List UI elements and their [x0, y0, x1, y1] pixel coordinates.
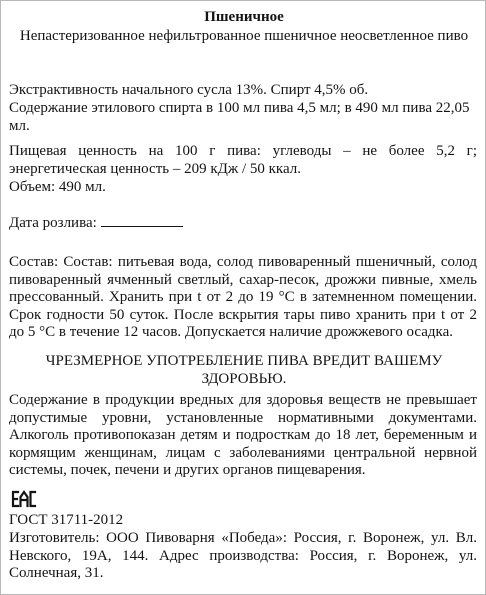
bottling-date-blank	[101, 214, 183, 227]
nutrition-info: Пищевая ценность на 100 г пива: углеводы – не более 5,2 г; энергетическая ценность – 209 кДж / 50 ккал.	[9, 143, 477, 177]
product-title: Пшеничное	[204, 9, 284, 25]
product-subtitle: Непастеризованное нефильтрованное пшеничное неосветленное пиво	[19, 28, 469, 44]
eac-mark-icon	[11, 490, 37, 508]
health-text: Содержание в продукции вредных для здоровья веществ не превышает допустимые уровни, установленные нормативными документами. Алкоголь противопоказан детям и подросткам до 18 лет, беременным и кормящим женщинам, лицам с заболеваниями центральной нервной системы, почек, печени и других органов пищеварения.	[9, 392, 477, 478]
manufacturer-info: Изготовитель: ООО Пивоварня «Победа»: Россия, г. Воронеж, ул. Вл. Невского, 19А, 144. Адрес производства: Россия, г. Воронеж, ул. Солнечная, 31.	[9, 530, 477, 581]
extract-info: Экстрактивность начального сусла 13%. Спирт 4,5% об.	[9, 82, 369, 98]
volume-info: Объем: 490 мл.	[9, 179, 106, 195]
health-warning: ЧРЕЗМЕРНОЕ УПОТРЕБЛЕНИЕ ПИВА ВРЕДИТ ВАШЕМУ ЗДОРОВЬЮ.	[45, 353, 443, 387]
bottling-date	[9, 214, 477, 233]
gost-standard: ГОСТ 31711-2012	[9, 512, 124, 528]
composition-text: Состав: Состав: питьевая вода, солод пивоваренный пшеничный, солод пивоваренный ячменный светлый, сахар-песок, дрожжи пивные, хмель прессованный. Хранить при t от 2 до 19 °С в затемненном помещении. Срок годности 50 суток. После вскрытия тары пиво хранить при t от 2 до 5 °С в течение 12 часов. Допускается наличие дрожжевого осадка.	[9, 254, 477, 340]
ethanol-info: Содержание этилового спирта в 100 мл пива 4,5 мл; в 490 мл пива 22,05 мл.	[9, 100, 470, 134]
bottling-date-label: Дата розлива:	[9, 215, 97, 231]
